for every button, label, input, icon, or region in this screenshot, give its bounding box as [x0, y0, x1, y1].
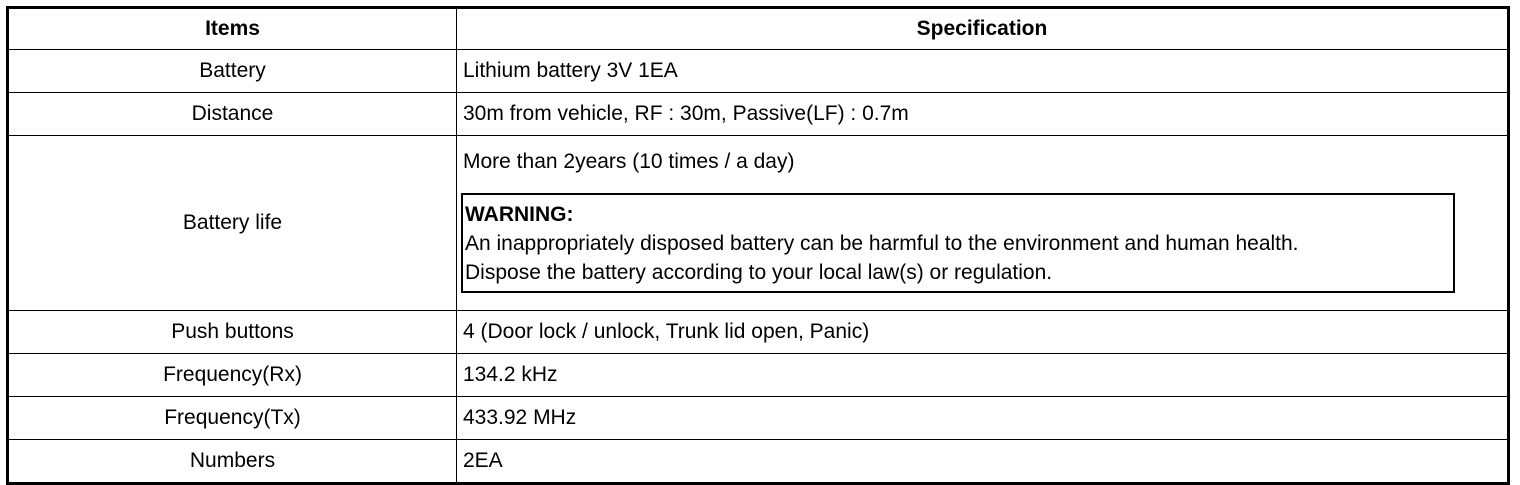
item-distance: Distance [8, 93, 457, 136]
warning-line-1: An inappropriately disposed battery can be harmful to the environment and human health. [465, 232, 1299, 255]
table-row [8, 50, 1509, 93]
item-battery-life: Battery life [8, 136, 457, 311]
item-battery: Battery [8, 50, 457, 93]
table-row [8, 136, 1509, 311]
header-specification: Specification [457, 8, 1509, 50]
item-push-buttons: Push buttons [8, 311, 457, 354]
spec-battery-life-cell [457, 136, 1509, 311]
spec-distance: 30m from vehicle, RF : 30m, Passive(LF) : 0.7m [457, 93, 1509, 136]
item-numbers: Numbers [8, 440, 457, 484]
warning-line-2: Dispose the battery according to your local law(s) or regulation. [465, 261, 1053, 284]
specification-table [6, 6, 1510, 485]
table-row [8, 311, 1509, 354]
spec-battery: Lithium battery 3V 1EA [457, 50, 1509, 93]
spec-frequency-rx: 134.2 kHz [457, 354, 1509, 397]
spec-frequency-tx: 433.92 MHz [457, 397, 1509, 440]
item-frequency-tx: Frequency(Tx) [8, 397, 457, 440]
item-frequency-rx: Frequency(Rx) [8, 354, 457, 397]
table-row [8, 440, 1509, 484]
spec-numbers: 2EA [457, 440, 1509, 484]
header-items: Items [8, 8, 457, 50]
table-row [8, 93, 1509, 136]
table-row [8, 397, 1509, 440]
spec-battery-life: More than 2years (10 times / a day) [463, 150, 795, 173]
header-row [8, 8, 1509, 50]
warning-box [461, 193, 1455, 293]
spec-push-buttons: 4 (Door lock / unlock, Trunk lid open, Panic) [457, 311, 1509, 354]
table-row [8, 354, 1509, 397]
warning-title: WARNING: [465, 203, 574, 226]
